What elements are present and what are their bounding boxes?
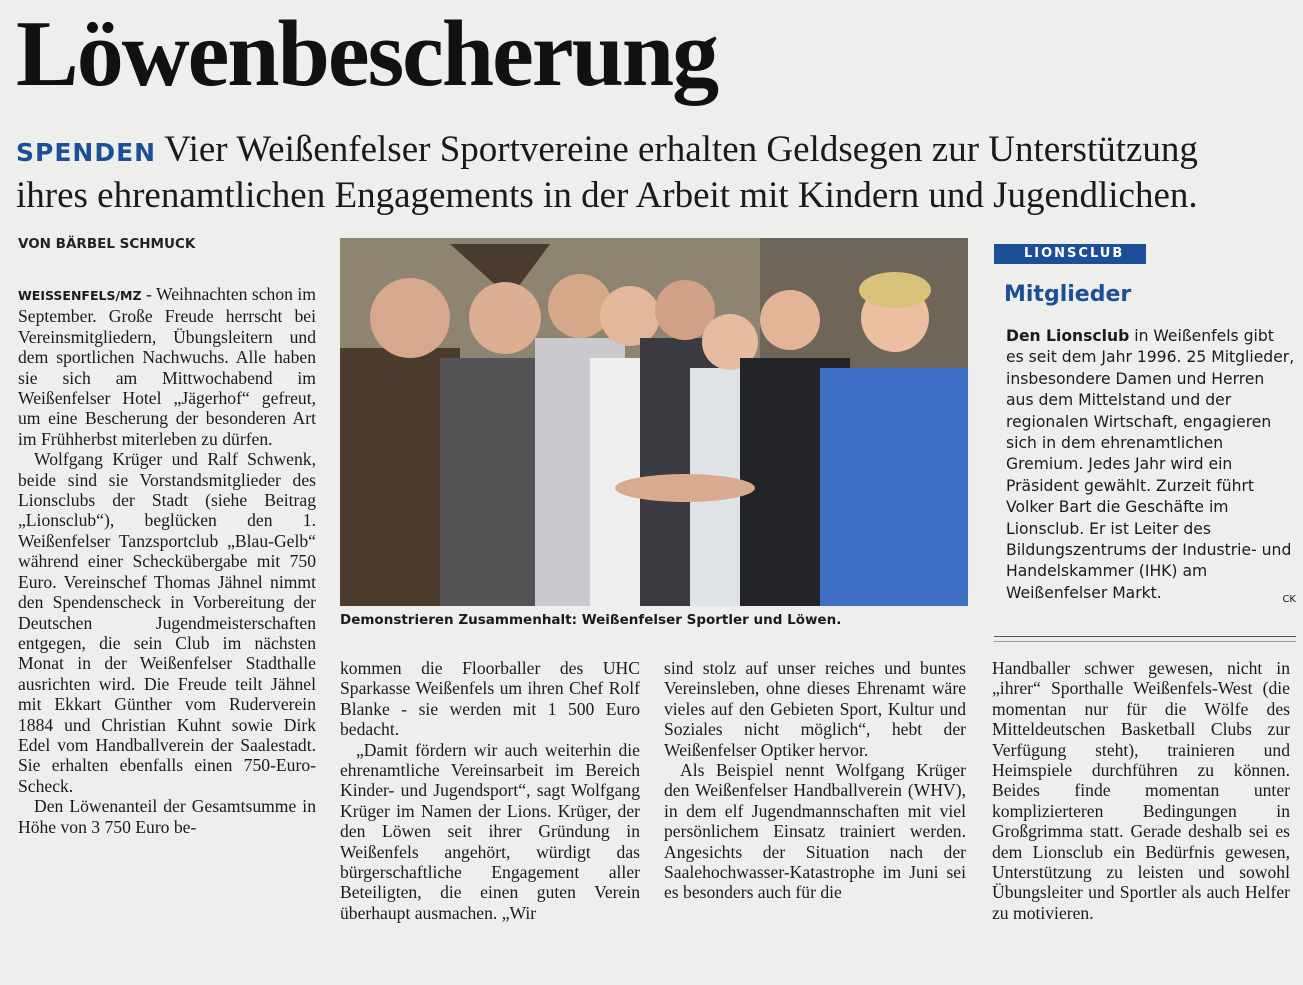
article-paragraph: Wolfgang Krüger und Ralf Schwenk, beide sind sie Vorstandsmitglieder des Lionsclubs der Stadt (siehe Beitrag „Lionsclub“), beglücken den 1. Weißenfelser Tanzsportclub „Blau-Gelb“ während einer Scheckübergabe mit 750 Euro. Vereinschef Thomas Jähnel nimmt den Spendenscheck in Vorbereitung der Deutschen Jugendmeisterschaften entgegen, die sein Club im nächsten Monat in der Weißenfelser Stadthalle ausrichten wird. Die Freude teilt Jähnel mit Ekkart Günther vom Ruderverein 1884 und Christian Kuhnt sowie Dirk Edel vom Handballverein der Saalestadt. Sie erhalten ebenfalls einen 750-Euro-Scheck. — [18, 449, 316, 796]
article-paragraph: Den Löwenanteil der Gesamtsumme in Höhe von 3 750 Euro be- — [18, 796, 316, 837]
paragraph-text: - Weihnachten schon im September. Große Freude herrscht bei Vereinsmitgliedern, Übungsleitern und dem sportlichen Nachwuchs. Alle haben sie sich am Mittwochabend im Weißenfelser Hotel „Jägerhof“ gefreut, um eine Bescherung der besonderen Art im Frühherbst miterleben zu dürfen. — [18, 284, 316, 449]
deck-text: Vier Weißenfelser Sportvereine erhalten Geldsegen zur Unterstützung ihres ehrenamtlichen Engagements in der Arbeit mit Kindern und Jugendlichen. — [16, 129, 1198, 216]
infobox-tag — [994, 244, 1296, 264]
article-column-1 — [18, 284, 316, 837]
byline: VON BÄRBEL SCHMUCK — [18, 236, 196, 252]
deck-kicker: SPENDEN — [16, 138, 157, 167]
article-paragraph — [18, 284, 316, 449]
photo-caption: Demonstrieren Zusammenhalt: Weißenfelser Sportler und Löwen. — [340, 612, 842, 628]
dateline: WEISSENFELS/MZ — [18, 288, 142, 303]
news-photo — [340, 238, 968, 606]
article-column-4 — [992, 658, 1290, 923]
infobox-divider-2 — [994, 641, 1296, 642]
group-photo-illustration — [340, 238, 968, 606]
infobox-signature: CK — [1282, 593, 1296, 605]
infobox-body: in Weißenfels gibt es seit dem Jahr 1996. 25 Mitglieder, insbesondere Damen und Herren aus dem Mittelstand und der regionalen Wirtschaft, engagieren sich in dem ehrenamtlichen Gremium. Jedes Jahr wird ein Präsident gewählt. Zurzeit führt Volker Bart die Geschäfte im Lionsclub. Er ist Leiter des Bildungszentrums der Industrie- und Handelskammer (IHK) am Weißenfelser Markt. — [1006, 327, 1295, 602]
infobox-lead: Den Lionsclub — [1006, 327, 1130, 345]
headline: Löwenbescherung — [16, 2, 718, 106]
article-paragraph: Handballer schwer gewesen, nicht in „ihrer“ Sporthalle Weißenfels-West (die momentan nur für die Wölfe des Mitteldeutschen Basketball Clubs zur Verfügung steht), trainieren und Heimspiele durchführen zu können. Beides finde momentan unter komplizierteren Bedingungen in Großgrimma statt. Gerade deshalb sei es dem Lionsclub ein Bedürfnis gewesen, Unterstützung zu leisten und sowohl Übungsleiter und Sportler als auch Helfer zu motivieren. — [992, 658, 1290, 923]
article-column-2 — [340, 658, 640, 923]
infobox-divider — [994, 636, 1296, 637]
article-column-3 — [664, 658, 966, 903]
article-paragraph: sind stolz auf unser reiches und buntes Vereinsleben, ohne dieses Ehrenamt wäre vieles auf den Gebieten Sport, Kultur und Soziales nicht möglich“, hebt der Weißenfelser Optiker hervor. — [664, 658, 966, 760]
article-paragraph: Als Beispiel nennt Wolfgang Krüger den Weißenfelser Handballverein (WHV), in dem elf Jugendmannschaften mit viel persönlichem Einsatz trainiert werden. Angesichts der Situation nach der Saalehochwasser-Katastrophe im Juni sei es besonders auch für die — [664, 760, 966, 903]
infobox-title: Mitglieder — [1004, 282, 1132, 307]
deck — [16, 128, 1256, 217]
article-paragraph: kommen die Floorballer des UHC Sparkasse Weißenfels um ihren Chef Rolf Blanke - sie werden mit 1 500 Euro bedacht. — [340, 658, 640, 740]
infobox-text — [1006, 326, 1296, 610]
infobox-tag-label: LIONSCLUB — [1024, 246, 1125, 261]
article-paragraph: „Damit fördern wir auch weiterhin die ehrenamtliche Vereinsarbeit im Bereich Kinder- und Jugendsport“, sagt Wolfgang Krüger im Namen der Lions. Krüger, der den Löwen seit ihrer Gründung in Weißenfels angehört, würdigt das bürgerschaftliche Engagement aller Beteiligten, die einen guten Verein überhaupt ausmachen. „Wir — [340, 739, 640, 923]
